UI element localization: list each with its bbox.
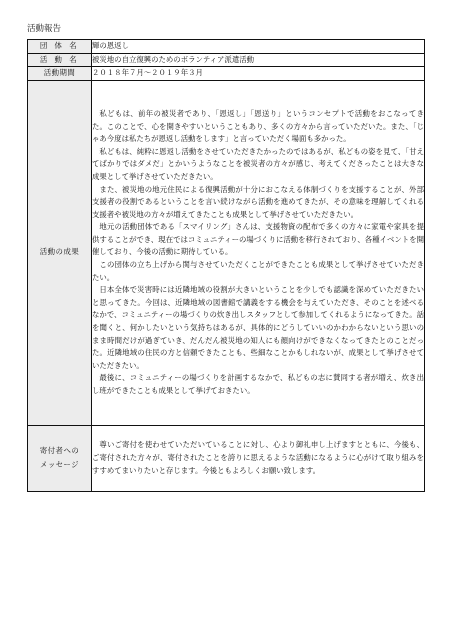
row-activity-period (28, 67, 425, 81)
group-name-value: 輝の恩返し (92, 40, 425, 54)
group-name-label: 団 体 名 (28, 40, 92, 54)
results-paragraph: この団体の立ち上げから関与させていただくことができたことも成果として挙げさせていただきたい。 (92, 260, 424, 282)
activity-name-label: 活 動 名 (28, 53, 92, 67)
results-paragraph: 私どもは、前年の被災者であり、「恩返し」「恩送り」というコンセプトで活動をおこなってきた。このことで、心を開きやすいということもあり、多くの方々から言っていただいた。また、「じゃあ今度は私たちが恩返し活動をします」と言っていただく場面も多かった。 (92, 108, 424, 144)
activity-period-label: 活動期間 (28, 67, 92, 81)
donor-message-body (92, 425, 425, 491)
results-paragraph: また、被災地の地元住民による復興活動が十分におこなえる体制づくりを支援することが、外部支援者の役割であるということを言い続けながら活動を進めてきたが、その意味を理解してくれる支援者や被災地の方々が増えてきたことも成果として挙げさせていただきたい。 (92, 184, 424, 219)
row-activity-results (28, 80, 425, 425)
document-title: 活動報告 (27, 24, 62, 34)
row-group-name (28, 40, 425, 54)
donor-message-label-line: 寄付者への (39, 446, 80, 456)
row-activity-name (28, 53, 425, 67)
activity-results-label: 活動の成果 (28, 80, 92, 425)
results-paragraph: 最後に、コミュニティーの場づくりを計画するなかで、私どもの志に賛同する者が増え、炊き出し班ができたことも成果として挙げておきたい。 (92, 373, 424, 396)
activity-name-value: 被災地の自立復興のためのボランティア派遣活動 (92, 53, 425, 67)
activity-period-value: ２０１８年７月～２０１９年３月 (92, 67, 425, 81)
activity-results-body (92, 80, 425, 425)
donor-message-label (28, 425, 92, 491)
donor-message-label-line: メッセージ (39, 460, 79, 470)
message-paragraph: 尊いご寄付を使わせていただいていることに対し、心より御礼申し上げますとともに、今後も、ご寄付された方々が、寄付されたことを誇りに思えるような活動になるように心がけて取り組みをすすめてまいりたいと存じます。今後ともよろしくお願い致します。 (92, 440, 424, 475)
results-paragraph: 私どもは、純粋に恩返し活動をさせていただきたかったのではあるが、私どもの姿を見て、「甘えてばかりではダメだ」とかいうようなことを被災者の方々が感じ、考えてくださったことは大きな成果として挙げさせていただきたい。 (92, 146, 424, 181)
report-table (27, 39, 425, 492)
row-donor-message (28, 425, 425, 491)
results-paragraph: 地元の活動団体である「スマイリング」さんは、支援物資の配布で多くの方々に家電や家具を提供することができ、現在ではコミュニティーの場づくりに活動を移行されており、各種イベントを開催しており、今後の活動に期待している。 (92, 222, 424, 257)
results-paragraph: 日本全体で災害時には近隣地域の役割が大きいということを少しでも認識を深めていただきたいと思ってきた。今回は、近隣地域の図書館で講義をする機会を与えていただき、そのことを述べるなかで、コミュニティーの場づくりの炊き出しスタッフとして参加してくれるようになってきた。話を聞くと、何かしたいという気持ちはあるが、具体的にどうしていいのかわからないという思いのまま時間だけが過ぎていき、だんだん被災地の知人にも顔向けができなくなってきたとのことだった。近隣地域の住民の方と信頼できたことも、些細なことかもしれないが、成果として挙げさせていただきたい。 (92, 285, 424, 370)
